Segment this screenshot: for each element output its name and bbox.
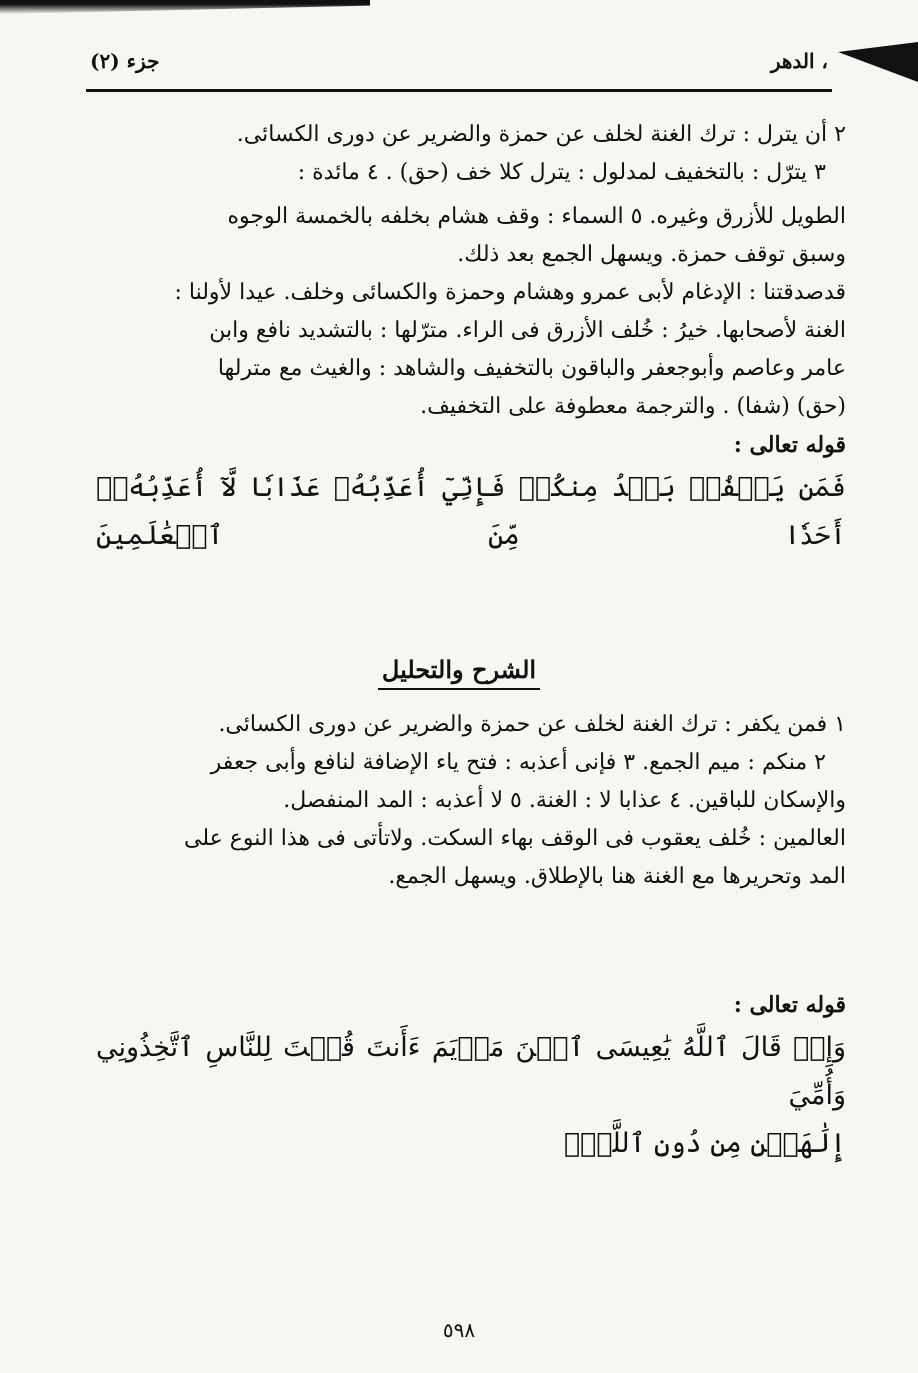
- commentary-line: ٢ أن يترل : ترك الغنة لخلف عن حمزة والضرير عن دورى الكسائى.: [236, 122, 846, 147]
- page-number: ٥٩٨: [442, 1318, 476, 1342]
- header-rule: [86, 89, 832, 92]
- running-head: [90, 42, 828, 80]
- commentary-block-2: [96, 706, 846, 896]
- commentary-line: الغنة لأصحابها. خيرُ : خُلف الأزرق فى الراء. مترّلها : بالتشديد نافع وابن: [209, 318, 846, 343]
- commentary-line: الطويل للأزرق وغيره. ٥ السماء : وقف هشام بخلفه بالخمسة الوجوه: [227, 204, 846, 229]
- commentary-line: (حق) (شفا) . والترجمة معطوفة على التخفيف.: [420, 394, 846, 419]
- verse-label: قوله تعالى :: [733, 432, 846, 458]
- section-heading: [0, 655, 918, 690]
- scan-edge-top: [0, 0, 370, 14]
- verse-block-2: [96, 986, 846, 1168]
- commentary-line: ١ فمن يكفر : ترك الغنة لخلف عن حمزة والضرير عن دورى الكسائى.: [218, 712, 846, 737]
- verse-label: قوله تعالى :: [733, 992, 846, 1018]
- scan-edge-right: [838, 42, 918, 82]
- commentary-line: ٢ منكم : ميم الجمع. ٣ فإنى أعذبه : فتح ياء الإضافة لنافع وأبى جعفر: [210, 750, 826, 775]
- commentary-line: قدصدقتنا : الإدغام لأبى عمرو وهشام وحمزة والكسائى وخلف. عيدا لأولنا :: [174, 280, 846, 305]
- quran-verse-line-2: إِلَٰهَيۡنِ مِن دُونِ ٱللَّهِۖ: [563, 1128, 846, 1159]
- commentary-line: المد وتحريرها مع الغنة هنا بالإطلاق. ويسهل الجمع.: [388, 864, 846, 889]
- section-heading-text: الشرح والتحليل: [378, 655, 540, 690]
- commentary-line: عامر وعاصم وأبوجعفر والباقون بالتخفيف والشاهد : والغيث مع مترلها: [217, 356, 846, 381]
- commentary-line: ٣ يترّل : بالتخفيف لمدلول : يترل كلا خف (حق) . ٤ مائدة :: [297, 160, 826, 185]
- quran-verse: فَمَن يَكۡفُرۡ بَعۡدُ مِنكُمۡ فَإِنِّيٓ أُعَذِّبُهُۥ عَذَابٗا لَّآ أُعَذِّبُهُۥٓ أَحَدٗا مِّنَ ٱلۡعَٰلَمِينَ: [96, 472, 846, 551]
- surah-name-header: ، الدهر: [770, 49, 828, 73]
- commentary-line: والإسكان للباقين. ٤ عذابا لا : الغنة. ٥ لا أعذبه : المد المنفصل.: [283, 788, 846, 813]
- commentary-line: وسبق توقف حمزة. ويسهل الجمع بعد ذلك.: [457, 242, 846, 267]
- commentary-line: العالمين : خُلف يعقوب فى الوقف بهاء السكت. ولاتأتى فى هذا النوع على: [184, 826, 846, 851]
- commentary-block-1: [96, 116, 846, 560]
- part-number-header: جزء (٢): [90, 49, 160, 73]
- quran-verse-line-1: وَإِذۡ قَالَ ٱللَّهُ يَٰعِيسَى ٱبۡنَ مَرۡيَمَ ءَأَنتَ قُلۡتَ لِلنَّاسِ ٱتَّخِذُونِي وَأُمِّيَ: [96, 1032, 846, 1111]
